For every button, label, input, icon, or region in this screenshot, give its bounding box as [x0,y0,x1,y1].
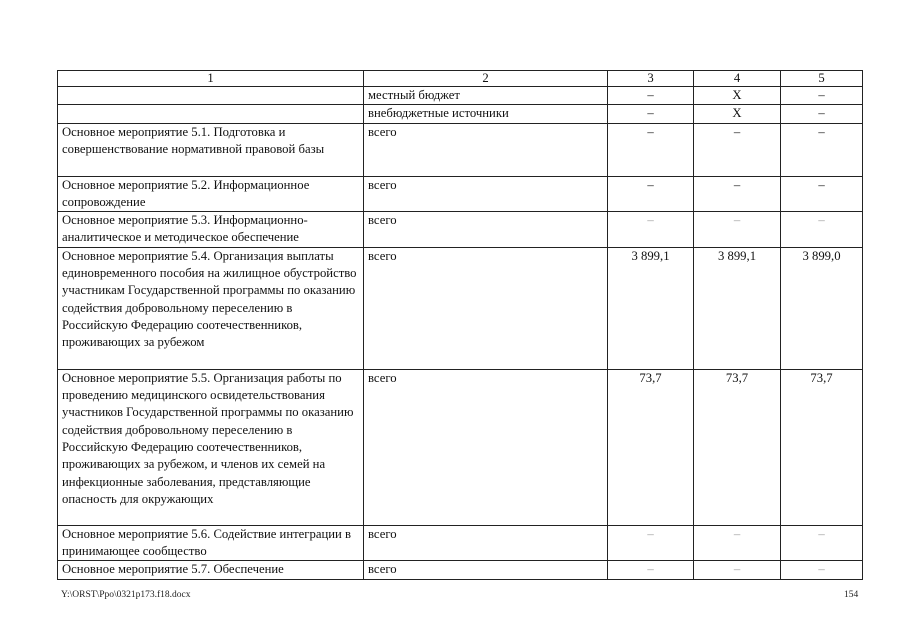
value-cell-5: – [781,87,863,105]
table-row [58,561,863,579]
footer-page-number: 154 [844,590,859,600]
table-row [58,525,863,561]
value-cell-3: – [608,525,694,561]
funding-source-cell: всего [364,176,608,212]
activity-cell: Основное мероприятие 5.4. Организация выплаты единовременного пособия на жилищное обустройство участникам Государственной программы по оказанию содействия добровольному переселению в Российскую Федерацию соотечественников, проживающих за рубежом [58,247,364,369]
value-cell-5: 3 899,0 [781,247,863,369]
table-row [58,87,863,105]
footer-file-path: Y:\ORST\Ppo\0321p173.f18.docx [61,590,191,600]
value-cell-5: – [781,525,863,561]
value-cell-5: 73,7 [781,369,863,525]
value-cell-4: – [694,123,781,176]
header-col-3: 3 [608,71,694,87]
header-row [58,71,863,87]
header-col-4: 4 [694,71,781,87]
funding-source-cell: местный бюджет [364,87,608,105]
table-row [58,123,863,176]
value-cell-3: – [608,176,694,212]
table-row [58,176,863,212]
value-cell-3: – [608,105,694,123]
value-cell-5: – [781,105,863,123]
funding-source-cell: всего [364,247,608,369]
table-row [58,247,863,369]
table-row [58,369,863,525]
activity-cell: Основное мероприятие 5.7. Обеспечение [58,561,364,579]
value-cell-3: – [608,561,694,579]
value-cell-4: 73,7 [694,369,781,525]
value-cell-3: – [608,123,694,176]
funding-source-cell: всего [364,525,608,561]
activity-cell: Основное мероприятие 5.1. Подготовка и совершенствование нормативной правовой базы [58,123,364,176]
activity-cell: Основное мероприятие 5.2. Информационное сопровождение [58,176,364,212]
value-cell-5: – [781,561,863,579]
value-cell-3: 3 899,1 [608,247,694,369]
value-cell-4: Х [694,105,781,123]
value-cell-3: – [608,87,694,105]
funding-source-cell: всего [364,123,608,176]
value-cell-4: Х [694,87,781,105]
activity-cell: Основное мероприятие 5.3. Информационно-аналитическое и методическое обеспечение [58,212,364,248]
budget-table [57,70,863,580]
funding-source-cell: всего [364,369,608,525]
funding-source-cell: всего [364,212,608,248]
value-cell-5: – [781,176,863,212]
activity-cell: Основное мероприятие 5.6. Содействие интеграции в принимающее сообщество [58,525,364,561]
value-cell-5: – [781,212,863,248]
value-cell-4: – [694,212,781,248]
value-cell-3: – [608,212,694,248]
funding-source-cell: внебюджетные источники [364,105,608,123]
value-cell-4: – [694,561,781,579]
value-cell-4: – [694,525,781,561]
table-row [58,212,863,248]
activity-cell [58,105,364,123]
value-cell-3: 73,7 [608,369,694,525]
value-cell-5: – [781,123,863,176]
value-cell-4: 3 899,1 [694,247,781,369]
table-row [58,105,863,123]
funding-source-cell: всего [364,561,608,579]
value-cell-4: – [694,176,781,212]
header-col-1: 1 [58,71,364,87]
activity-cell: Основное мероприятие 5.5. Организация работы по проведению медицинского освидетельствования участников Государственной программы по оказанию содействия добровольному переселению в Российскую Федерацию соотечественников, проживающих за рубежом, и членов их семей на инфекционные заболевания, представляющие опасность для окружающих [58,369,364,525]
header-col-2: 2 [364,71,608,87]
header-col-5: 5 [781,71,863,87]
activity-cell [58,87,364,105]
